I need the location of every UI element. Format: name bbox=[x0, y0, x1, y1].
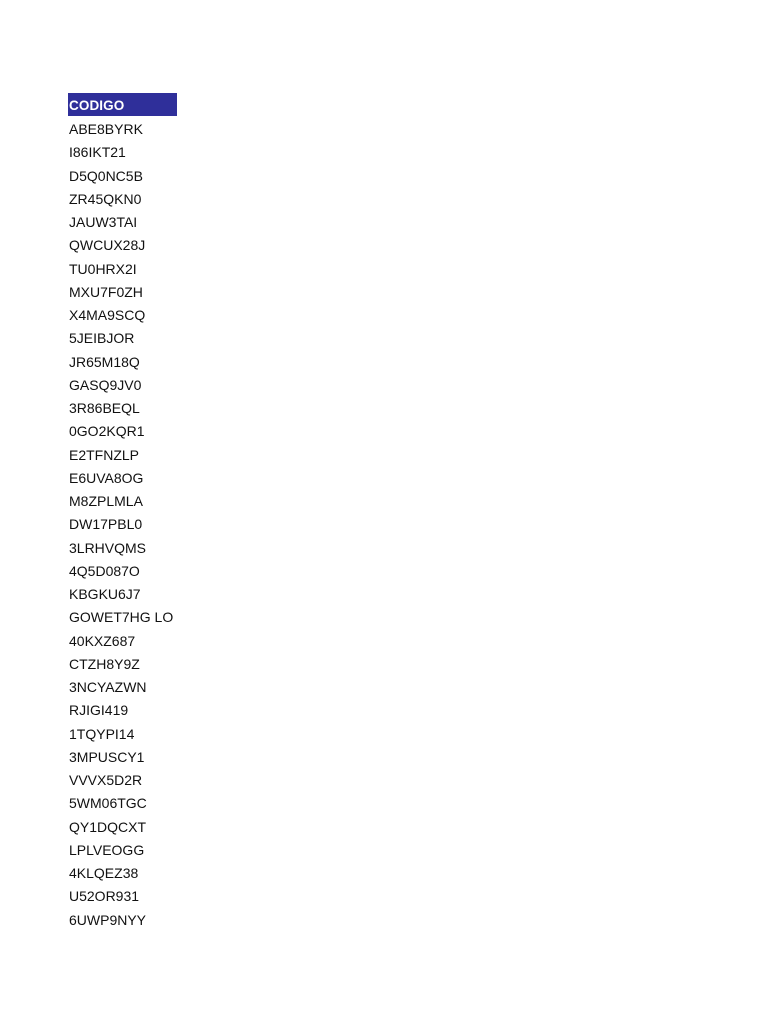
code-cell: 4Q5D087O bbox=[69, 562, 140, 579]
code-cell: 3LRHVQMS bbox=[69, 539, 147, 556]
code-cell: X4MA9SCQ bbox=[69, 307, 146, 323]
code-cell: GOWET7HG LO bbox=[69, 609, 174, 626]
code-cell: 3R86BEQL bbox=[69, 400, 140, 416]
code-cell: ZR45QKN0 bbox=[69, 190, 142, 207]
code-cell: RJIGI419 bbox=[69, 702, 129, 719]
code-cell: JAUW3TAI bbox=[69, 214, 138, 230]
code-cell: 6UWP9NYY bbox=[69, 911, 147, 928]
code-cell: 3MPUSCY1 bbox=[69, 748, 145, 765]
code-cell: QWCUX28J bbox=[69, 237, 146, 254]
code-cell: ABE8BYRK bbox=[69, 121, 143, 137]
code-cell: TU0HRX2I bbox=[69, 260, 137, 277]
code-cell: 3NCYAZWN bbox=[69, 679, 147, 695]
code-cell: GASQ9JV0 bbox=[69, 376, 142, 393]
code-table bbox=[68, 93, 268, 930]
code-cell: CTZH8Y9Z bbox=[69, 655, 140, 672]
code-cell: JR65M18Q bbox=[69, 353, 140, 370]
code-cell: M8ZPLMLA bbox=[69, 493, 143, 509]
code-cell: QY1DQCXT bbox=[69, 818, 147, 835]
code-cell: U52OR931 bbox=[69, 888, 140, 905]
code-cell: 5WM06TGC bbox=[69, 795, 147, 812]
code-cell: LPLVEOGG bbox=[69, 841, 145, 858]
code-cell: E6UVA8OG bbox=[69, 469, 144, 486]
code-cell: I86IKT21 bbox=[69, 144, 126, 161]
code-cell: 5JEIBJOR bbox=[69, 330, 135, 347]
code-cell: DW17PBL0 bbox=[69, 516, 143, 533]
code-cell: VVVX5D2R bbox=[69, 772, 143, 788]
code-cell: 40KXZ687 bbox=[69, 632, 136, 649]
code-cell: MXU7F0ZH bbox=[69, 283, 143, 300]
code-cell: E2TFNZLP bbox=[69, 446, 140, 463]
code-list bbox=[68, 116, 268, 930]
code-cell: KBGKU6J7 bbox=[69, 586, 141, 602]
column-header-codigo: CODIGO bbox=[68, 93, 177, 116]
code-cell: D5Q0NC5B bbox=[69, 167, 143, 184]
code-cell: 0GO2KQR1 bbox=[69, 423, 145, 440]
code-cell: 1TQYPI14 bbox=[69, 725, 135, 742]
code-cell: 4KLQEZ38 bbox=[69, 865, 139, 881]
